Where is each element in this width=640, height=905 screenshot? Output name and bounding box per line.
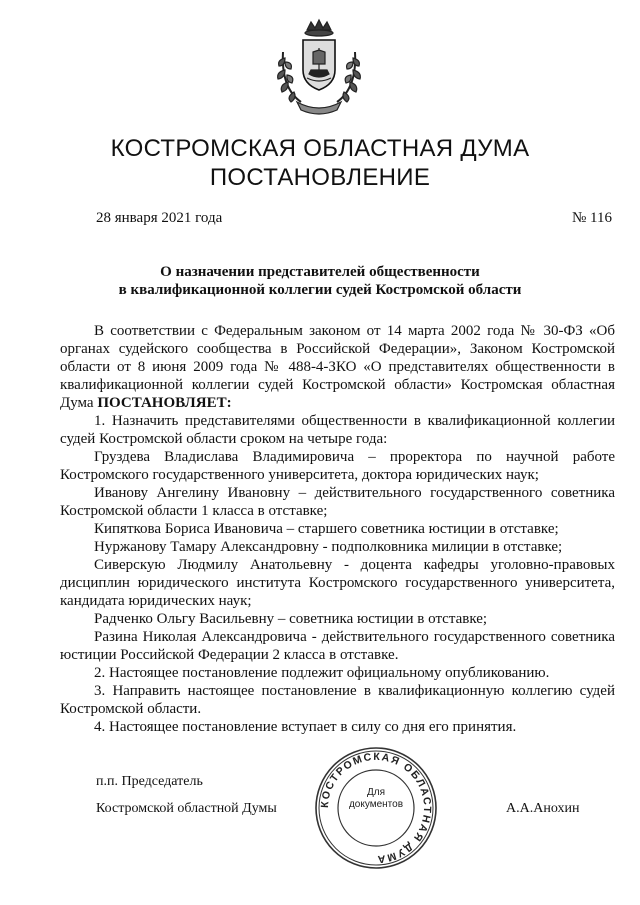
item-2: 2. Настоящее постановление подлежит официальному опубликованию. (94, 665, 550, 681)
document-date: 28 января 2021 года (96, 210, 223, 226)
coat-of-arms-emblem (267, 18, 371, 120)
signature-title-line-2: Костромской областной Думы (96, 801, 277, 816)
person-entry: Груздева Владислава Владимировича – проректора по научной работе Костромского государственного университета, доктора юридических наук; (60, 449, 615, 483)
stamp-center-line-2: документов (348, 799, 404, 810)
organization-name: КОСТРОМСКАЯ ОБЛАСТНАЯ ДУМА (110, 135, 530, 162)
signature-title-line-1: п.п. Председатель (96, 774, 203, 789)
stamp-center-line-1: Для (366, 787, 386, 798)
intro-paragraph (60, 322, 615, 412)
person-entry: Разина Николая Александровича - действительного государственного советника юстиции Российской Федерации 2 класса в отставке. (60, 629, 615, 663)
person-entry: Нуржанову Тамару Александровну - подполковника милиции в отставке; (94, 539, 563, 555)
person-entry: Кипяткова Бориса Ивановича – старшего советника юстиции в отставке; (94, 521, 559, 537)
document-body (60, 322, 615, 736)
intro-text: В соответствии с Федеральным законом от 14 марта 2002 года № 30-ФЗ «Об органах судейского сообщества в Российской Федерации», Законом Костромской области от 8 июня 2009 года № 488-4-ЗКО «О представителях общественности в квалификационной коллегии судей Костромской области» Костромская областная Дума (60, 323, 615, 411)
item-3: 3. Направить настоящее постановление в квалификационную коллегию судей Костромской области. (60, 683, 615, 717)
title-line-2: в квалификационной коллегии судей Костромской области (118, 282, 522, 298)
person-entry: Радченко Ольгу Васильевну – советника юстиции в отставке; (94, 611, 488, 627)
title-line-1: О назначении представителей общественности (160, 264, 480, 280)
person-entry: Сиверскую Людмилу Анатольевну - доцента кафедры уголовно-правовых дисциплин юридического института Костромского государственного университета, кандидата юридических наук; (60, 557, 615, 609)
signatory-name: А.А.Анохин (506, 801, 580, 816)
document-type: ПОСТАНОВЛЕНИЕ (209, 164, 431, 191)
stamp-ring-text: КОСТРОМСКАЯ ОБЛАСТНАЯ ДУМА (318, 750, 434, 866)
document-number: № 116 (571, 210, 612, 226)
person-entry: Иванову Ангелину Ивановну – действительного государственного советника Костромской области 1 класса в отставке; (60, 485, 615, 519)
item-4: 4. Настоящее постановление вступает в силу со дня его принятия. (94, 719, 517, 735)
document-title (0, 263, 640, 299)
item-1: 1. Назначить представителями общественности в квалификационной коллегии судей Костромской области сроком на четыре года: (60, 413, 615, 447)
resolves-keyword: ПОСТАНОВЛЯЕТ: (97, 395, 232, 411)
stamp-center-text (344, 787, 408, 811)
